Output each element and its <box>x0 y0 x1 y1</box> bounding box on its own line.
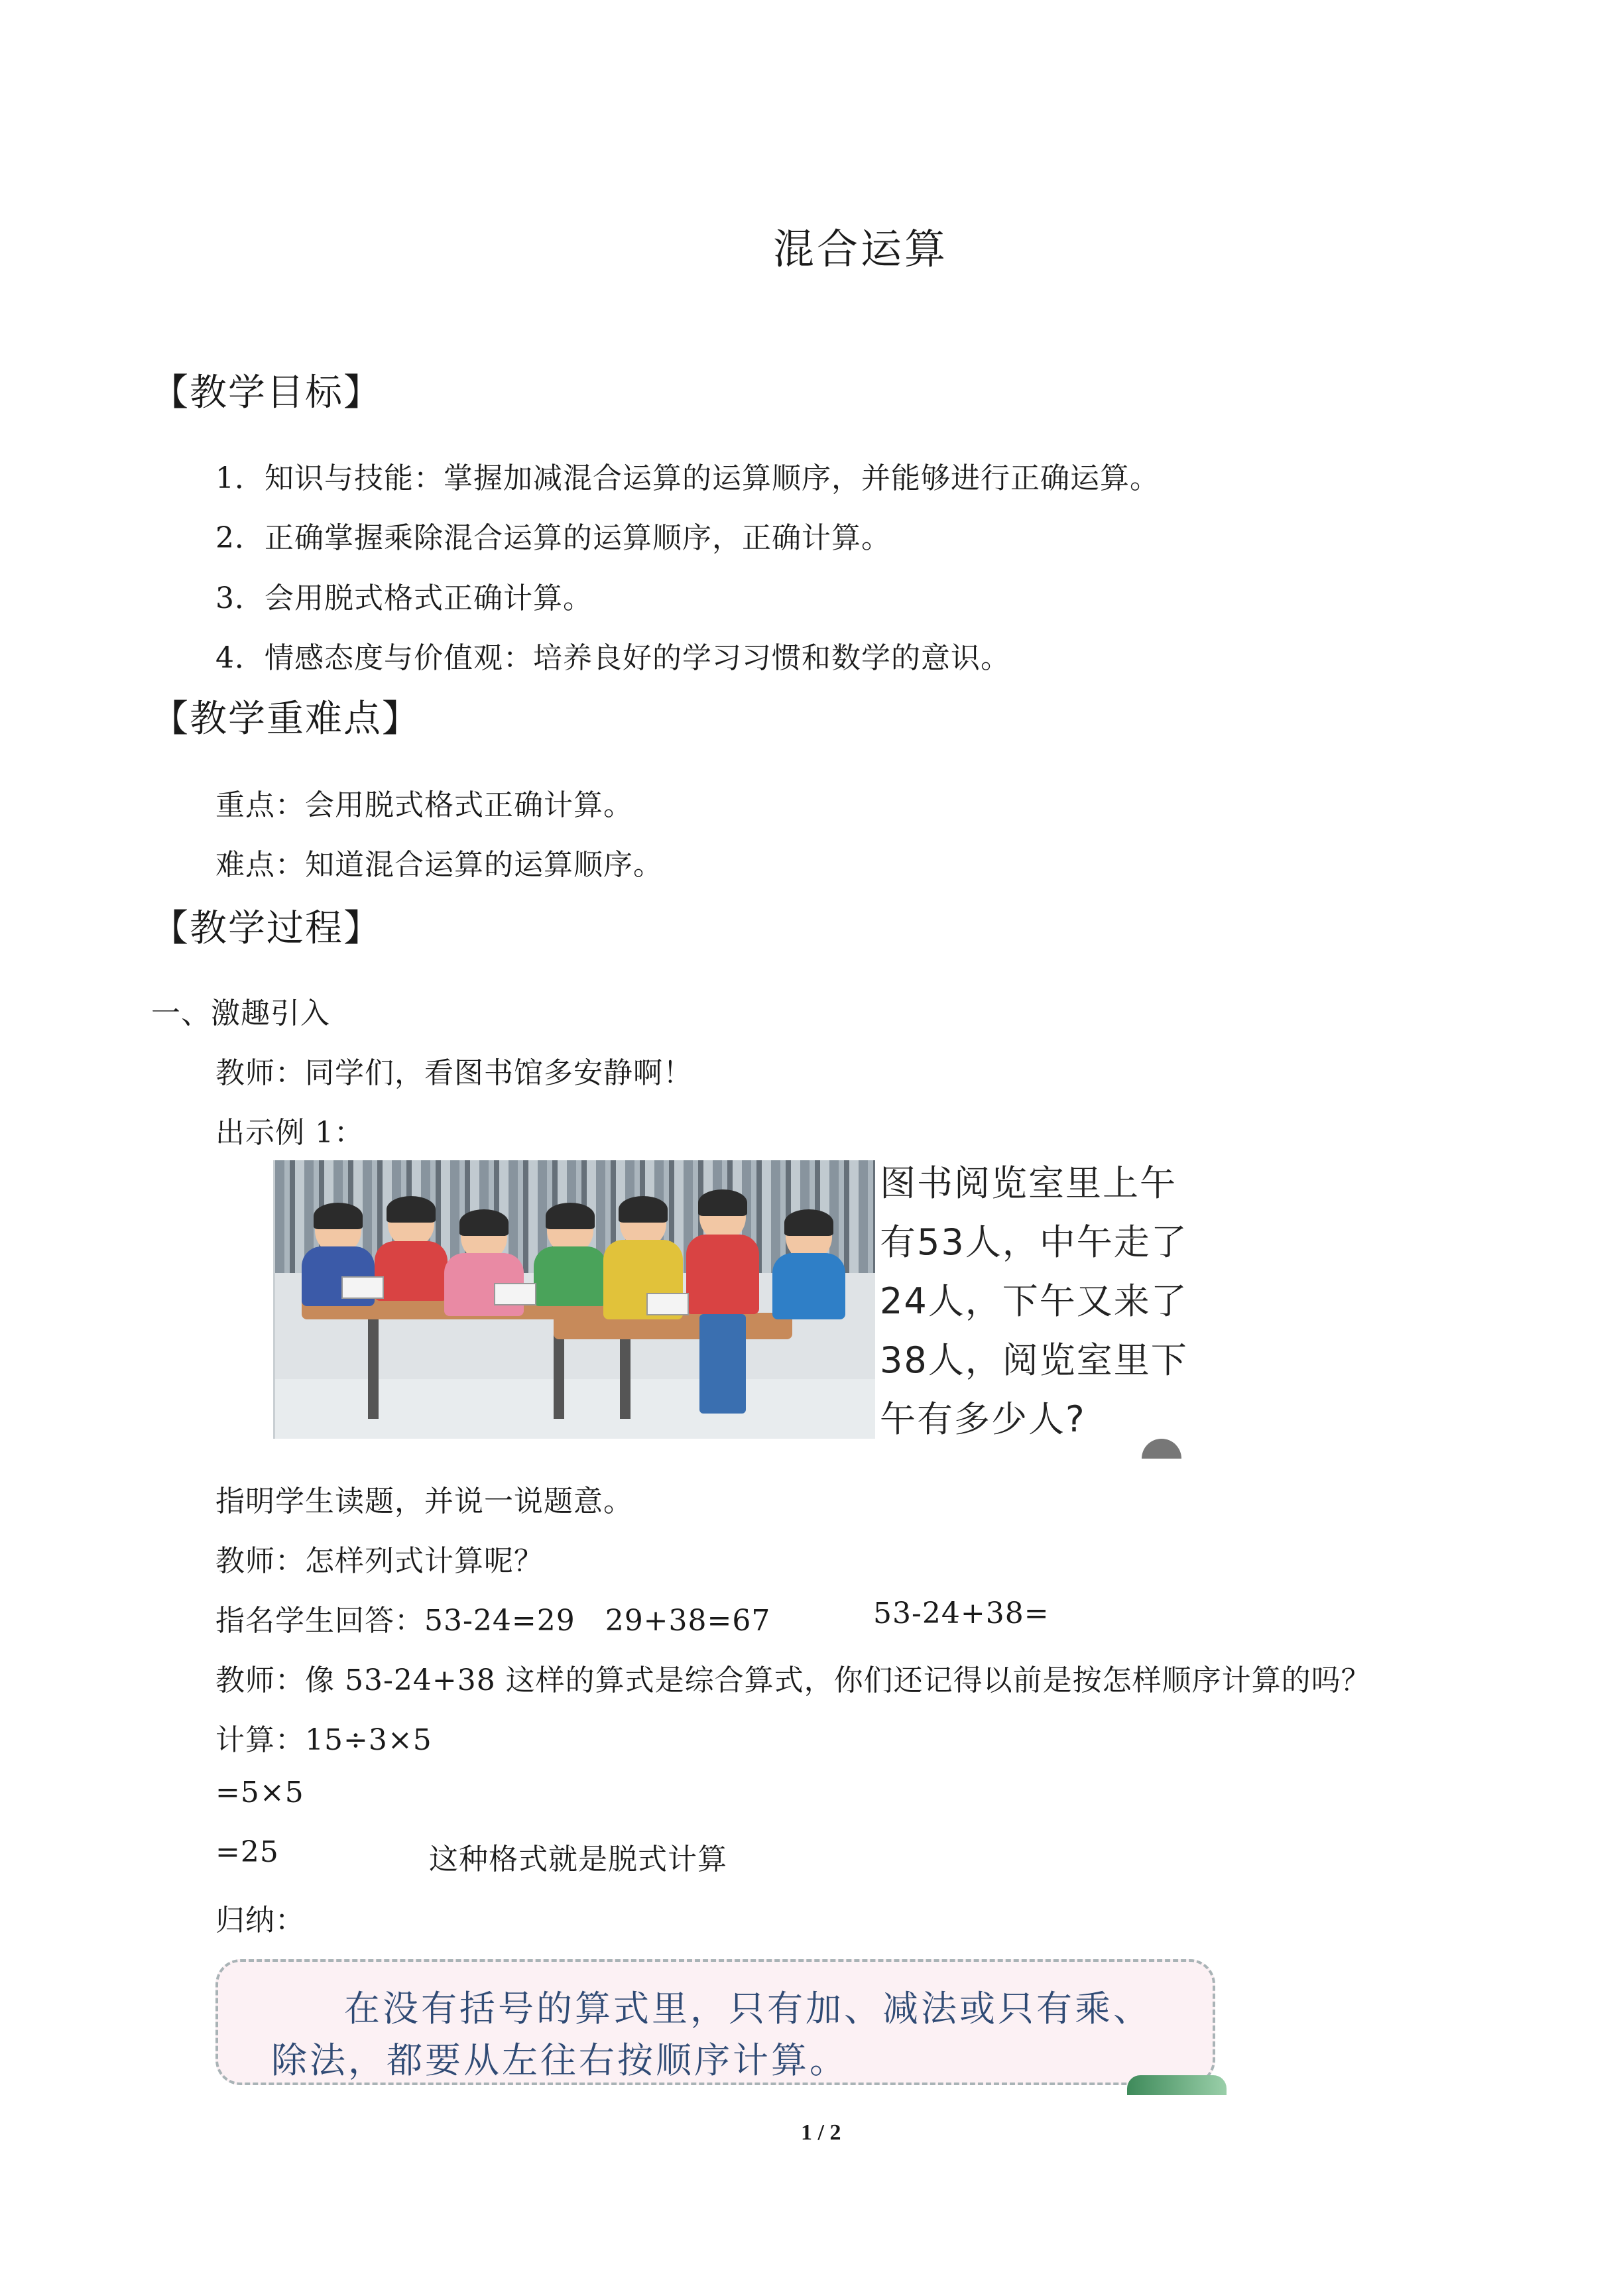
summary-label: 归纳： <box>215 1903 305 1937</box>
objectives-heading: 【教学目标】 <box>151 371 382 414</box>
student-hair <box>387 1196 436 1223</box>
student-hair <box>314 1203 363 1229</box>
combined-expression: 53-24+38= <box>873 1597 1050 1630</box>
example-question <box>880 1154 1211 1451</box>
calc-note: 这种格式就是脱式计算 <box>429 1843 727 1876</box>
book <box>646 1293 689 1315</box>
table-leg <box>368 1319 379 1419</box>
summary-box <box>215 1959 1215 2085</box>
student-legs <box>699 1314 746 1414</box>
student-hair <box>698 1189 747 1216</box>
calc-step: =5×5 <box>215 1776 304 1809</box>
student-body <box>375 1241 448 1301</box>
student-hair <box>784 1209 833 1236</box>
objective-item: 1．知识与技能：掌握加减混合运算的运算顺序，并能够进行正确运算。 <box>215 461 1160 495</box>
step1-title: 一、激趣引入 <box>151 997 330 1030</box>
student-body <box>686 1235 759 1314</box>
read-instruction: 指明学生读题，并说一说题意。 <box>215 1484 633 1518</box>
objective-item: 2．正确掌握乘除混合运算的运算顺序，正确计算。 <box>215 521 891 555</box>
reading-room-scene <box>273 1160 875 1439</box>
library-illustration <box>213 1154 1212 1451</box>
student-hair <box>546 1203 595 1229</box>
question-line: 图书阅览室里上午 <box>880 1162 1177 1204</box>
objective-item: 3．会用脱式格式正确计算。 <box>215 581 593 615</box>
student-answer: 指名学生回答：53-24=29 29+38=67 <box>215 1604 771 1638</box>
floor <box>275 1379 875 1439</box>
page-title: 混合运算 <box>773 225 949 273</box>
process-heading: 【教学过程】 <box>151 907 382 950</box>
question-line: 午有多少人? <box>880 1398 1086 1440</box>
student-body <box>772 1253 845 1319</box>
book <box>494 1283 536 1305</box>
objective-item: 4．情感态度与价值观：培养良好的学习习惯和数学的意识。 <box>215 641 1010 675</box>
question-line: 38人，阅览室里下 <box>880 1339 1188 1381</box>
summary-line: 在没有括号的算式里，只有加、减法或只有乘、 <box>344 1988 1152 2029</box>
student-hair <box>619 1196 668 1223</box>
decorative-corner <box>1127 2075 1227 2095</box>
teacher-line: 教师：同学们，看图书馆多安静啊！ <box>215 1056 693 1090</box>
calc-label: 计算：15÷3×5 <box>215 1723 432 1757</box>
question-line: 24人，下午又来了 <box>880 1280 1188 1322</box>
key-points-heading: 【教学重难点】 <box>151 697 420 741</box>
student-hair <box>459 1209 509 1236</box>
student-body <box>534 1246 607 1306</box>
teacher-line: 教师：像 53-24+38 这样的算式是综合算式，你们还记得以前是按怎样顺序计算的吗？ <box>215 1663 1371 1697</box>
book <box>341 1276 384 1299</box>
example-label: 出示例 1： <box>215 1116 364 1150</box>
difficult-point: 难点：知道混合运算的运算顺序。 <box>215 848 663 882</box>
key-point: 重点：会用脱式格式正确计算。 <box>215 788 633 822</box>
table-leg <box>620 1339 631 1419</box>
question-line: 有53人，中午走了 <box>880 1221 1188 1263</box>
page-number: 1 / 2 <box>801 2120 841 2145</box>
summary-line: 除法，都要从左往右按顺序计算。 <box>271 2039 848 2081</box>
calc-step: =25 <box>215 1835 279 1869</box>
teacher-line: 教师：怎样列式计算呢？ <box>215 1544 544 1578</box>
